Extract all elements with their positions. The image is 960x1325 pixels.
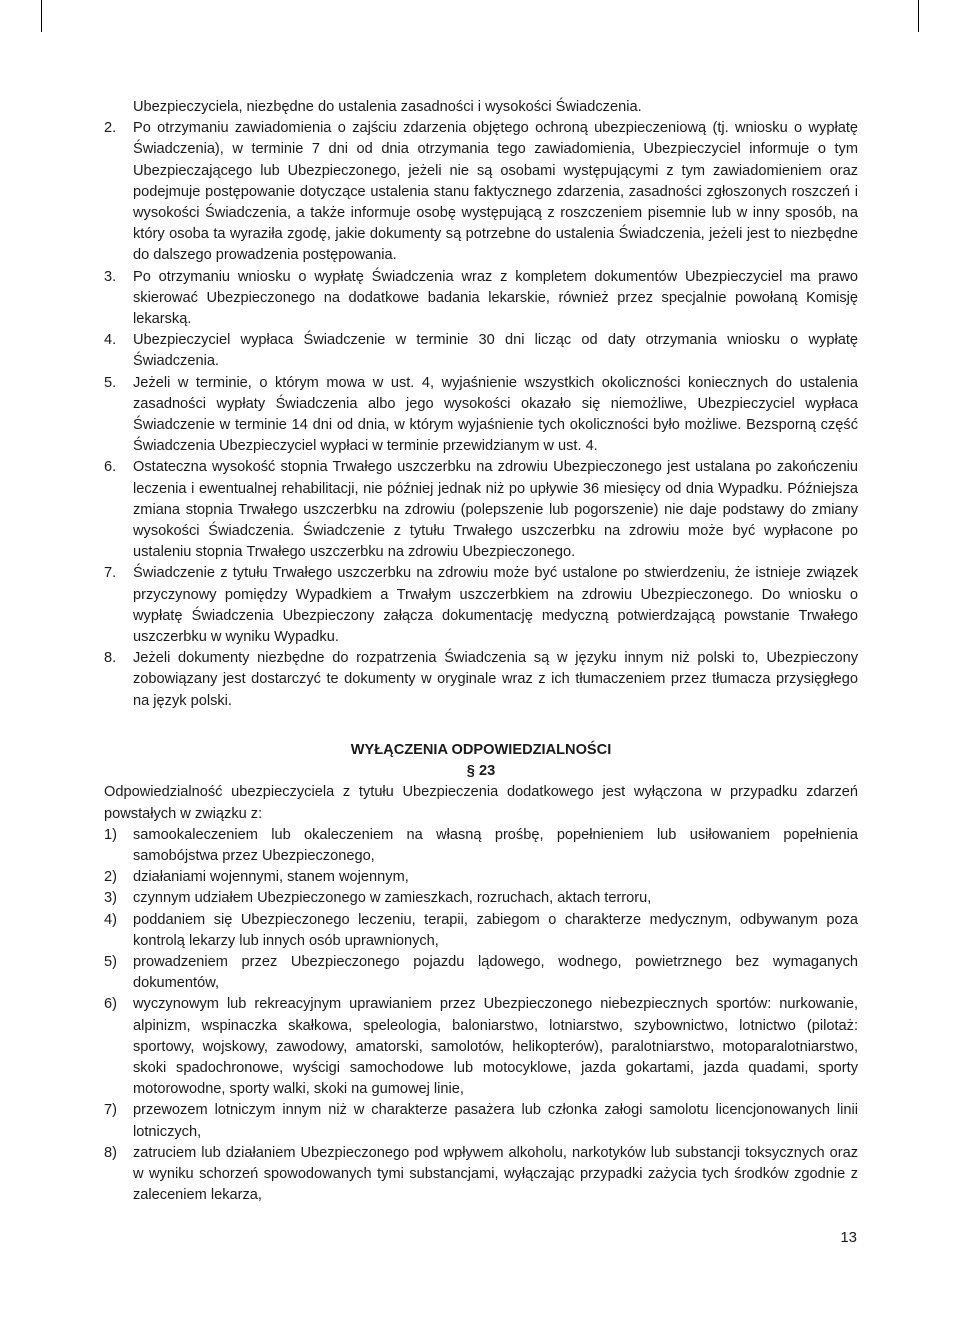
intro-text: Odpowiedzialność ubezpieczyciela z tytułu Ubezpieczenia dodatkowego jest wyłączona w przypadku zdarzeń powstałych w związku z: (104, 784, 858, 822)
exclusion-item-text: czynnym udziałem Ubezpieczonego w zamieszkach, rozruchach, aktach terroru, (133, 890, 652, 907)
exclusion-item-text: wyczynowym lub rekreacyjnym uprawianiem przez Ubezpieczonego niebezpiecznych sportów: nurkowanie, alpinizm, wspinaczka skałkowa, speleologia, baloniarstwo, lotniarstwo, szybownictwo, lotnictwo (pilotaż: sportowy, wojskowy, zawodowy, amatorski, samolotów, helikopterów), paralotniarstwo, motoparalotniarstwo, skoki spadochronowe, wyścigi samochodowe lub motocyklowe, jazda gokartami, jazda quadami, sporty motorowodne, sporty walki, skoki na gumowej linie, (133, 996, 858, 1098)
crop-mark-right (918, 0, 919, 32)
exclusion-item-text: poddaniem się Ubezpieczonego leczeniu, terapii, zabiegom o charakterze medycznym, odbywanym poza kontrolą lekarzy lub innych osób uprawnionych, (133, 911, 858, 949)
list-item-text: Świadczenie z tytułu Trwałego uszczerbku na zdrowiu może być ustalone po stwierdzeniu, że istnieje związek przyczynowy pomiędzy Wypadkiem a Trwałym uszczerbkiem na zdrowiu Ubezpieczonego. Do wniosku o wypłatę Świadczenia Ubezpieczony załącza dokumentację medyczną potwierdzającą powstanie Trwałego uszczerbku w wyniku Wypadku. (133, 565, 858, 646)
exclusion-item-number: 1) (104, 826, 117, 843)
exclusion-item (104, 825, 858, 867)
exclusion-item (104, 1100, 858, 1142)
exclusion-item-text: zatruciem lub działaniem Ubezpieczonego pod wpływem alkoholu, narkotyków lub substancji toksycznych oraz w wyniku schorzeń spowodowanych tymi substancjami, wyłączając przypadki zażycia tych środków zgodnie z zaleceniem lekarza, (133, 1144, 858, 1204)
paragraph-number: § 23 (466, 763, 496, 780)
document-page (104, 97, 858, 1206)
exclusions-list (104, 825, 858, 1207)
exclusion-item (104, 994, 858, 1100)
list-item-text: Po otrzymaniu zawiadomienia o zajściu zdarzenia objętego ochroną ubezpieczeniową (tj. wniosku o wypłatę Świadczenia), w terminie 7 dni od dnia otrzymania tego zawiadomienia, Ubezpieczyciel informuje o tym Ubezpieczającego lub Ubezpieczonego, jeżeli nie są osobami występującymi z tym zawiadomieniem oraz podejmuje postępowanie dotyczące ustalenia stanu faktycznego zdarzenia, zasadności zgłoszonych roszczeń i wysokości Świadczenia, a także informuje osobę występującą z roszczeniem pisemnie lub w inny sposób, na który osoba ta wyraziła zgodę, jakie dokumenty są potrzebne do ustalenia Świadczenia, jeżeli jest to niezbędne do dalszego prowadzenia postępowania. (133, 120, 858, 264)
numbered-list (104, 118, 858, 712)
list-item (104, 373, 858, 458)
list-item (104, 563, 858, 648)
list-item (104, 118, 858, 266)
exclusion-item-number: 2) (104, 869, 117, 886)
list-item-number: 5. (104, 374, 117, 391)
page-number: 13 (840, 1229, 857, 1246)
exclusion-item (104, 910, 858, 952)
exclusion-item-text: działaniami wojennymi, stanem wojennym, (133, 869, 409, 886)
exclusion-item (104, 1143, 858, 1207)
exclusion-item-number: 4) (104, 911, 117, 928)
exclusion-item (104, 888, 858, 909)
exclusion-item (104, 867, 858, 888)
list-item (104, 457, 858, 563)
exclusion-item-number: 3) (104, 890, 117, 907)
exclusion-item-number: 7) (104, 1102, 117, 1119)
exclusion-item-text: przewozem lotniczym innym niż w charakterze pasażera lub członka załogi samolotu licencjonowanych linii lotniczych, (133, 1102, 858, 1140)
section-heading: WYŁĄCZENIA ODPOWIEDZIALNOŚCI (350, 741, 612, 758)
list-item-number: 2. (104, 120, 117, 137)
list-item (104, 330, 858, 372)
list-item-text: Po otrzymaniu wniosku o wypłatę Świadczenia wraz z kompletem dokumentów Ubezpieczyciel ma prawo skierować Ubezpieczonego na dodatkowe badania lekarskie, również przez specjalnie powołaną Komisję lekarską. (133, 268, 858, 328)
list-item (104, 267, 858, 331)
list-item-number: 4. (104, 332, 117, 349)
exclusion-item-number: 8) (104, 1144, 117, 1161)
list-item-text: Ubezpieczyciel wypłaca Świadczenie w terminie 30 dni licząc od daty otrzymania wniosku o wypłatę Świadczenia. (133, 332, 858, 370)
list-item-number: 8. (104, 650, 117, 667)
exclusion-item-number: 6) (104, 996, 117, 1013)
continuation-text: Ubezpieczyciela, niezbędne do ustalenia zasadności i wysokości Świadczenia. (133, 99, 642, 115)
exclusion-item-text: samookaleczeniem lub okaleczeniem na własną prośbę, popełnieniem lub usiłowaniem popełnienia samobójstwa przez Ubezpieczonego, (133, 826, 858, 864)
crop-mark-left (41, 0, 42, 32)
list-item-text: Ostateczna wysokość stopnia Trwałego uszczerbku na zdrowiu Ubezpieczonego jest ustalana po zakończeniu leczenia i ewentualnej rehabilitacji, nie później jednak niż po upływie 36 miesięcy od dnia Wypadku. Późniejsza zmiana stopnia Trwałego uszczerbku na zdrowiu (polepszenie lub pogorszenie) nie daje podstawy do zmiany wysokości Świadczenia. Świadczenie z tytułu Trwałego uszczerbku na zdrowiu może być wypłacone po ustaleniu stopnia Trwałego uszczerbku na zdrowiu Ubezpieczonego. (133, 459, 858, 561)
exclusion-item-text: prowadzeniem przez Ubezpieczonego pojazdu lądowego, wodnego, powietrznego bez wymaganych dokumentów, (133, 953, 858, 992)
list-item-number: 3. (104, 268, 117, 285)
list-item-text: Jeżeli dokumenty niezbędne do rozpatrzenia Świadczenia są w języku innym niż polski to, Ubezpieczony zobowiązany jest dostarczyć te dokumenty w oryginale wraz z ich tłumaczeniem przez tłumacza przysięgłego na język polski. (133, 650, 858, 709)
list-item-number: 6. (104, 459, 117, 476)
list-item-text: Jeżeli w terminie, o którym mowa w ust. 4, wyjaśnienie wszystkich okoliczności koniecznych do ustalenia zasadności wypłaty Świadczenia albo jego wysokości okazało się niemożliwe, Ubezpieczyciel wypłaca Świadczenie w terminie 14 dni od dnia, w którym wyjaśnienie tych okoliczności było możliwe. Bezsporną część Świadczenia Ubezpieczyciel wypłaci w terminie przewidzianym w ust. 4. (133, 374, 858, 455)
exclusion-item (104, 952, 858, 994)
list-item-number: 7. (104, 565, 117, 582)
list-item (104, 648, 858, 712)
exclusion-item-number: 5) (104, 953, 117, 970)
